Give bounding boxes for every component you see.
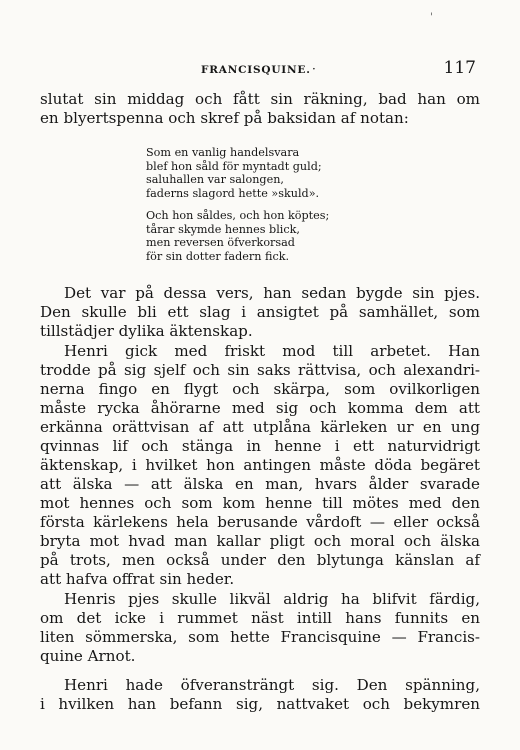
text-line: första kärlekens hela berusande vårdoft — eller också [40, 513, 480, 531]
verse-line: men reversen öfverkorsad [146, 236, 295, 249]
text-line: om det icke i rummet näst intill hans funnits en [40, 609, 480, 627]
verse-line: faderns slagord hette »skuld». [146, 186, 320, 200]
verse-line: Och hon såldes, och hon köptes; [146, 209, 330, 222]
text-line: liten sömmerska, som hette Francisquine — Francis- [40, 628, 480, 646]
text-line: Den skulle bli ett slag i ansigtet på samhället, som [40, 303, 480, 321]
text-line: att hafva offrat sin heder. [40, 570, 235, 588]
text-line: quine Arnot. [40, 647, 136, 665]
text-line: nerna fingo en flygt och skärpa, som ovilkorligen [40, 380, 480, 398]
page-number: 117 [443, 58, 476, 78]
chapter-title: FRANCISQUINE. [201, 64, 311, 76]
running-header [40, 58, 480, 84]
text-line: erkänna orättvisan af att utplåna kärleken ur en ung [40, 418, 480, 436]
verse-line: tårar skymde hennes blick, [146, 222, 300, 236]
text-line: att älska — att älska en man, hvars ålder svarade [40, 475, 480, 493]
text-line: Henri hade öfveransträngt sig. Den spänning, [64, 676, 480, 694]
text-line: tillstädjer dylika äktenskap. [40, 322, 253, 340]
text-line: i hvilken han befann sig, nattvaket och bekymren [40, 695, 480, 713]
text-line: en blyertspenna och skref på baksidan af notan: [40, 109, 409, 127]
text-line: qvinnas lif och stänga in henne i ett naturvidrigt [40, 437, 480, 455]
verse-stanza [146, 209, 446, 263]
text-line: slutat sin middag och fått sin räkning, bad han om [40, 90, 480, 108]
text-line: Henris pjes skulle likväl aldrig ha blifvit färdig, [64, 590, 480, 608]
verse-line: blef hon såld för myntadt guld; [146, 159, 322, 173]
verse-line: Som en vanlig handelsvara [146, 146, 300, 159]
verse-line: för sin dotter fadern fick. [146, 249, 290, 263]
header-mark: · [312, 62, 316, 76]
text-line: äktenskap, i hvilket hon antingen måste döda begäret [40, 456, 480, 474]
text-line: mot hennes och som kom henne till mötes med den [40, 494, 480, 512]
verse-stanza [146, 146, 446, 200]
verse-line: saluhallen var salongen, [146, 173, 284, 186]
text-line: bryta mot hvad man kallar pligt och moral och älska [40, 532, 480, 550]
stray-print-mark: ' [430, 12, 433, 23]
text-line: på trots, men också under den blytunga känslan af [40, 551, 480, 569]
text-line: trodde på sig sjelf och sin saks rättvisa, och alexandri- [40, 361, 480, 379]
text-line: måste rycka åhörarne med sig och komma dem att [40, 399, 480, 417]
text-line: Henri gick med friskt mod till arbetet. Han [64, 342, 480, 360]
text-line: Det var på dessa vers, han sedan bygde sin pjes. [64, 284, 480, 302]
